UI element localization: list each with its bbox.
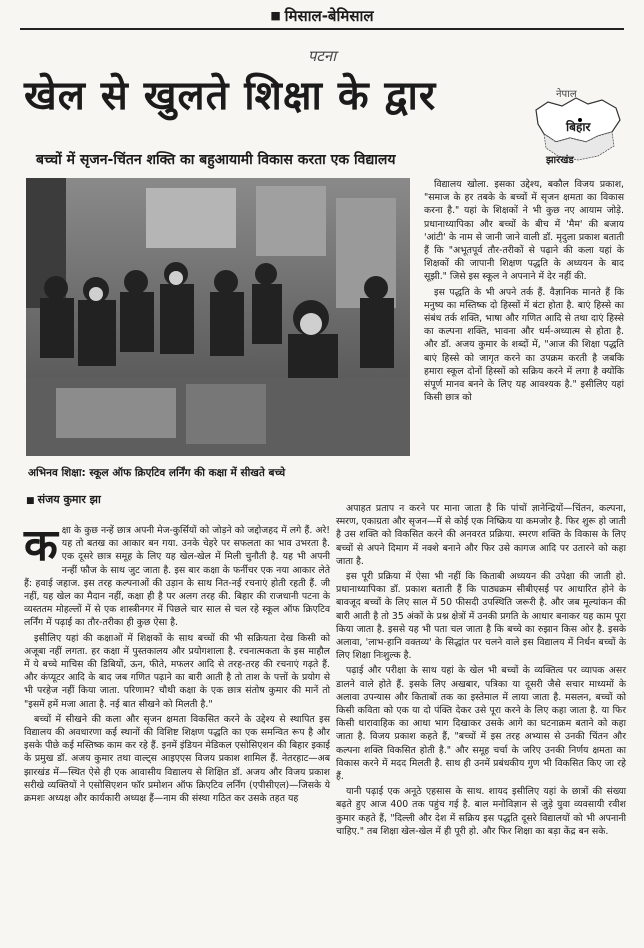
headline: खेल से खुलते शिक्षा के द्वार <box>24 73 437 119</box>
article-column-top-right <box>424 178 624 406</box>
page-header <box>0 0 644 30</box>
dateline: पटना <box>307 47 337 65</box>
map-label-bihar: बिहार <box>566 120 591 134</box>
paragraph: इसीलिए यहां की कक्षाओं में शिक्षकों के साथ बच्चों की भी सक्रियता देख किसी को अजूबा नहीं लगता. हर कक्षा में पुस्तकालय और प्रयोगशाला है. रचनात्मकता के इस माहौल में ये बच्चे माचिस की डिबियों, ऊन, फीते, मफलर आदि से तरह-तरह की रचनाएं गढ़ते हैं. और कंप्यूटर आदि के बाद जब गणित पढ़ाने का बारी आती है तो ताश के पत्तों के प्रयोग से भी परहेज नहीं किया जाता. परिणाम? चौथी कक्षा के एक छात्र संतोष कुमार की मानें तो "इसमें हमें मजा आता है. नई बात सीखने को मिलती है." <box>24 632 330 710</box>
paragraph: यानी पढ़ाई एक अनूठे एहसास के साथ. शायद इसीलिए यहां के छात्रों की संख्या बढ़ते हुए आज 400 तक पहुंच गई है. बाल मनोविज्ञान से जुड़े युवा व्यवसायी रवीश कुमार कहते हैं, "दिल्ली और देश में सक्रिय इस पद्धति दूसरे विद्यालयों को भी अपनानी चाहिए." तब शिक्षा खेल-खेल में ही पूरी हो. और फिर शिक्षा का बड़ा केंद्र बन सके. <box>336 786 626 837</box>
students-photo-image <box>26 178 410 456</box>
map-label-jharkhand: झारखंड <box>546 155 574 166</box>
paragraph: बच्चों में सीखने की कला और सृजन क्षमता विकसित करने के उद्देश्य से स्थापित इस विद्यालय की अवधारणा कई स्थानों की विशिष्ट शिक्षण पद्धति का एक समन्वित रूप है और इसके पीछे कई मस्तिष्क काम कर रहे हैं. इनमें इंडियन मेडिकल एसोसिएशन की बिहार इकाई के प्रमुख डॉ. अजय कुमार तथा वाल्ट्स आइएएस विजय प्रकाश शामिल हैं. नेतरहाट—अब झारखंड में—स्थित ऐसे ही एक आवासीय विद्यालय से शिक्षित डॉ. अजय और विजय प्रकाश सरीखे व्यक्तियों ने एसोसिएशन फॉर प्रमोशन ऑफ क्रिएटिव लर्निंग (एपीसीएल)—जिसके ये क्रमशः अध्यक्ष और कार्यकारी अध्यक्ष हैं—नाम की संस्था गठित कर उसके तहत यह <box>24 713 330 805</box>
paragraph: अपाहत प्रताप न करने पर माना जाता है कि पांचों ज्ञानेन्द्रियों—चिंतन, कल्पना, स्मरण, एकाग्रता और सृजन—में से कोई एक निष्क्रिय या कमजोर है. फिर शुरू हो जाती है उस शक्ति को विकसित करने की अनवरत प्रक्रिया. स्मरण शक्ति के विकास के लिए बच्चों से अपने दिमाग में नक्शे बनाने और फिर उसे कागज आदि पर उतारने को कहा जाता है. <box>336 503 626 567</box>
photo-caption: अभिनव शिक्षा: स्कूल ऑफ क्रिएटिव लर्निंग की कक्षा में सीखते बच्चे <box>28 467 286 479</box>
byline: ■ संजय कुमार झा <box>26 492 326 507</box>
paragraph: पढ़ाई और परीक्षा के साथ यहां के खेल भी बच्चों के व्यक्तित्व पर व्यापक असर डालने वाले होते हैं. इसके लिए अखबार, पत्रिका या दूसरी जैसे सचार माध्यमों के अलावा उपन्यास और किताबों तक का इस्तेमाल में लाया जाता है. मसलन, बच्चों को किसी कविता को एक या दो पंक्ति देकर उसे पूरा करने के लिए कहा जाता है. या फिर किसी धारावाहिक का आधा भाग दिखाकर उसके आगे का घटनाक्रम बताने को कहा जाता है. विजय प्रकाश कहते हैं, "बच्चों में इस तरह अभ्यास से उनकी चिंतन और कल्पना शक्ति विकसित होती है." और समूह चर्चा के जरिए उनकी निर्णय क्षमता का विकास करने में मदद मिलती है. साथ ही उनमें प्रबंधकीय गुण भी विकसित किए जा रहे हैं. <box>336 665 626 783</box>
header-rule <box>20 28 624 30</box>
paragraph-text: क्षा के कुछ नन्हें छात्र अपनी मेज-कुर्सियों को जोड़ने को जद्दोजहद में लगे हैं. अरे! यह तो बतख का आकार बन गया. उनके चेहरे पर सफलता का भाव उभरता है. एक दूसरे छात्र समूह के लिए यह खेल-खेल में मिली चुनौती है. यह भी अपनी नन्हीं फौज के साथ जुट जाता है. इस बार कक्षा के फर्नीचर एक नया आकार लेते हैं: हवाई जहाज. इस तरह कल्पनाओं की उड़ान के साथ नित-नई रचनाएं होती रहती हैं. जी नहीं, यह खेल का मैदान नहीं, कक्षा ही है पर अलग तरह की. बिहार की राजधानी पटना के व्यस्ततम मोहल्लों में से एक शास्त्रीनगर में पिछले चार साल से चल रहे स्कूल ऑफ क्रिएटिव लर्निंग में पढ़ाई का तौर-तरीका ही कुछ ऐसा है. <box>24 525 330 629</box>
drop-cap: क <box>24 520 58 571</box>
map-label-nepal: नेपाल <box>556 89 577 100</box>
paragraph: इस पद्धति के भी अपने तर्क हैं. वैज्ञानिक मानते हैं कि मनुष्य का मस्तिष्क दो हिस्सों में बंटा होता है. बाएं हिस्से का संबंध तर्क शक्ति, भाषा और गणित आदि से तथा दाएं हिस्से का कल्पना शक्ति, भावना और धर्म-अध्यात्म से होता है. और डॉ. अजय कुमार के शब्दों में, "आज की शिक्षा पद्धति बाएं हिस्से को जागृत करने का उपक्रम करती है जबकि हमारा स्कूल दोनों हिस्सों को सक्रिय करने में लगा है क्योंकि संपूर्ण मानव बनने के लिए यह आवश्यक है." इसीलिए यहां किसी छात्र को <box>424 286 624 404</box>
article-column-left <box>24 520 330 807</box>
classroom-photo <box>26 178 410 456</box>
paragraph <box>24 520 330 630</box>
section-title: ■ मिसाल-बेमिसाल <box>270 6 373 26</box>
paragraph: विद्यालय खोला. इसका उद्देश्य, बकौल विजय प्रकाश, "समाज के हर तबके के बच्चों में सृजन क्षमता का विकास करना है." यहां के शिक्षकों ने भी कुछ नए आयाम जोड़े. प्रधानाध्यापिका और बच्चों के बीच में 'मैम' की बजाय 'आंटी' के नाम से जानी जाने वाली डॉ. मृदुला प्रकाश बताती हैं कि "अभूतपूर्व तौर-तरीकों से पढ़ाने की कला यहां के शिक्षकों की जापानी शिक्षण पद्धति के अध्ययन के बाद सूझी." जिसे इस स्कूल ने अपनाने में देर नहीं की. <box>424 179 624 283</box>
paragraph: इस पूरी प्रक्रिया में ऐसा भी नहीं कि किताबी अध्ययन की उपेक्षा की जाती हो. प्रधानाध्यापिका डॉ. प्रकाश बताती हैं कि पाठ्यक्रम सीबीएसई पर आधारित होने के बावजूद बच्चों के लिए साल में 50 फीसदी उपस्थिति जरूरी है. और जब मूल्यांकन की बारी आती है तो 35 अंकों के प्रश्न क्षेत्रों में उनकी प्रगति के आधार बनाकर यह काम पूरा किया जाता है. इससे यह भी पता चल जाता है कि बच्चे का रुझान किस ओर है. इसके अलावा, 'लाभ-हानि वक्तव्य' के सिद्धांत पर चलने वाले इस विद्यालय में निर्धन बच्चों के लिए शिक्षा निःशुल्क है. <box>336 571 626 662</box>
locator-map <box>528 80 628 170</box>
article-column-right <box>336 502 626 840</box>
subheadline: बच्चों में सृजन-चिंतन शक्ति का बहुआयामी विकास करता एक विद्यालय <box>36 152 396 168</box>
